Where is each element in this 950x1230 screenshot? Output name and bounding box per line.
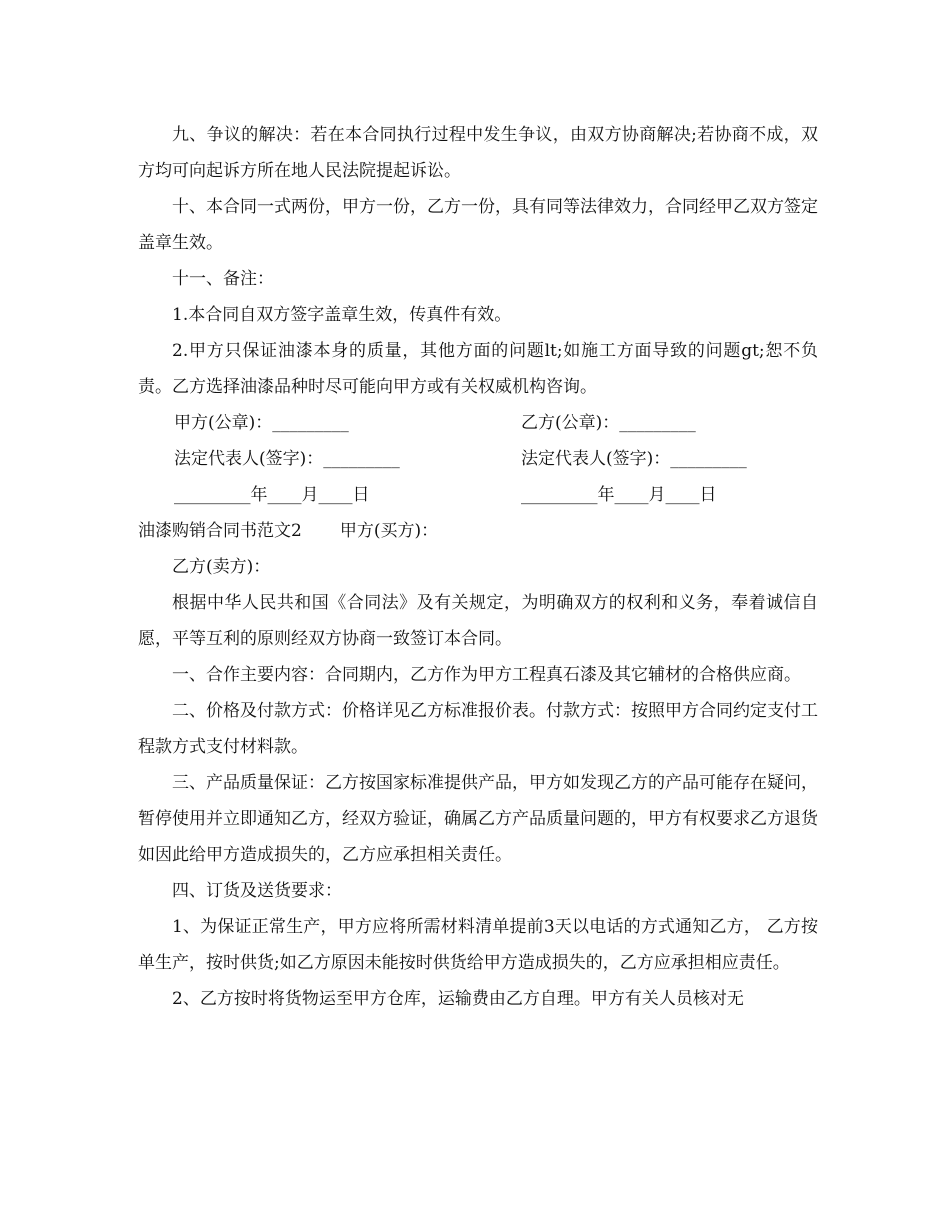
contract-preamble: 根据中华人民共和国《合同法》及有关规定，为明确双方的权利和义务，奉着诚信自愿，平等互利的原则经双方协商一致签订本合同。 <box>138 593 818 649</box>
second-contract-title: 油漆购销合同书范文2 <box>138 521 302 541</box>
seller-label: 乙方(卖方)： <box>172 557 271 577</box>
clause-remarks-heading: 十一、备注： <box>172 269 274 289</box>
party-b-date-field: _________年____月____日 <box>521 485 717 505</box>
remark-item-2: 2.甲方只保证油漆本身的质量，其他方面的问题lt;如施工方面导致的问题gt;恕不负责。乙方选择油漆品种时尽可能向甲方或有关权威机构咨询。 <box>138 341 818 397</box>
party-a-date-field: _________年____月____日 <box>174 485 370 505</box>
clause-dispute-resolution: 九、争议的解决：若在本合同执行过程中发生争议，由双方协商解决;若协商不成，双方均可向起诉方所在地人民法院提起诉讼。 <box>138 125 818 181</box>
ordering-item-2: 2、乙方按时将货物运至甲方仓库，运输费由乙方自理。甲方有关人员核对无 <box>172 989 744 1009</box>
party-a-seal-field: 甲方(公章)：_________ <box>174 413 349 433</box>
clause-ordering-heading: 四、订货及送货要求： <box>172 881 342 901</box>
document-page <box>138 117 818 1017</box>
party-a-representative-field: 法定代表人(签字)：_________ <box>174 449 400 469</box>
clause-price-payment: 二、价格及付款方式：价格详见乙方标准报价表。付款方式：按照甲方合同约定支付工程款方式支付材料款。 <box>138 701 818 757</box>
clause-quality-guarantee: 三、产品质量保证：乙方按国家标准提供产品，甲方如发现乙方的产品可能存在疑问，暂停使用并立即通知乙方，经双方验证，确属乙方产品质量问题的，甲方有权要求乙方退货如因此给甲方造成损失的，乙方应承担相关责任。 <box>138 773 818 865</box>
signature-representative-row <box>138 441 818 477</box>
ordering-item-1: 1、为保证正常生产，甲方应将所需材料清单提前3天以电话的方式通知乙方， 乙方按单生产，按时供货;如乙方原因未能按时供货给甲方造成损失的，乙方应承担相应责任。 <box>138 917 818 973</box>
signature-date-row <box>138 477 818 513</box>
party-b-seal-field: 乙方(公章)：_________ <box>521 413 696 433</box>
second-contract-title-line <box>138 513 818 549</box>
clause-copies: 十、本合同一式两份，甲方一份，乙方一份，具有同等法律效力，合同经甲乙双方签定盖章生效。 <box>138 197 818 253</box>
buyer-label: 甲方(买方)： <box>339 521 439 541</box>
remark-item-1: 1.本合同自双方签字盖章生效，传真件有效。 <box>172 305 512 325</box>
clause-cooperation: 一、合作主要内容：合同期内，乙方作为甲方工程真石漆及其它辅材的合格供应商。 <box>172 665 801 685</box>
signature-seal-row <box>138 405 818 441</box>
party-b-representative-field: 法定代表人(签字)：_________ <box>521 449 747 469</box>
